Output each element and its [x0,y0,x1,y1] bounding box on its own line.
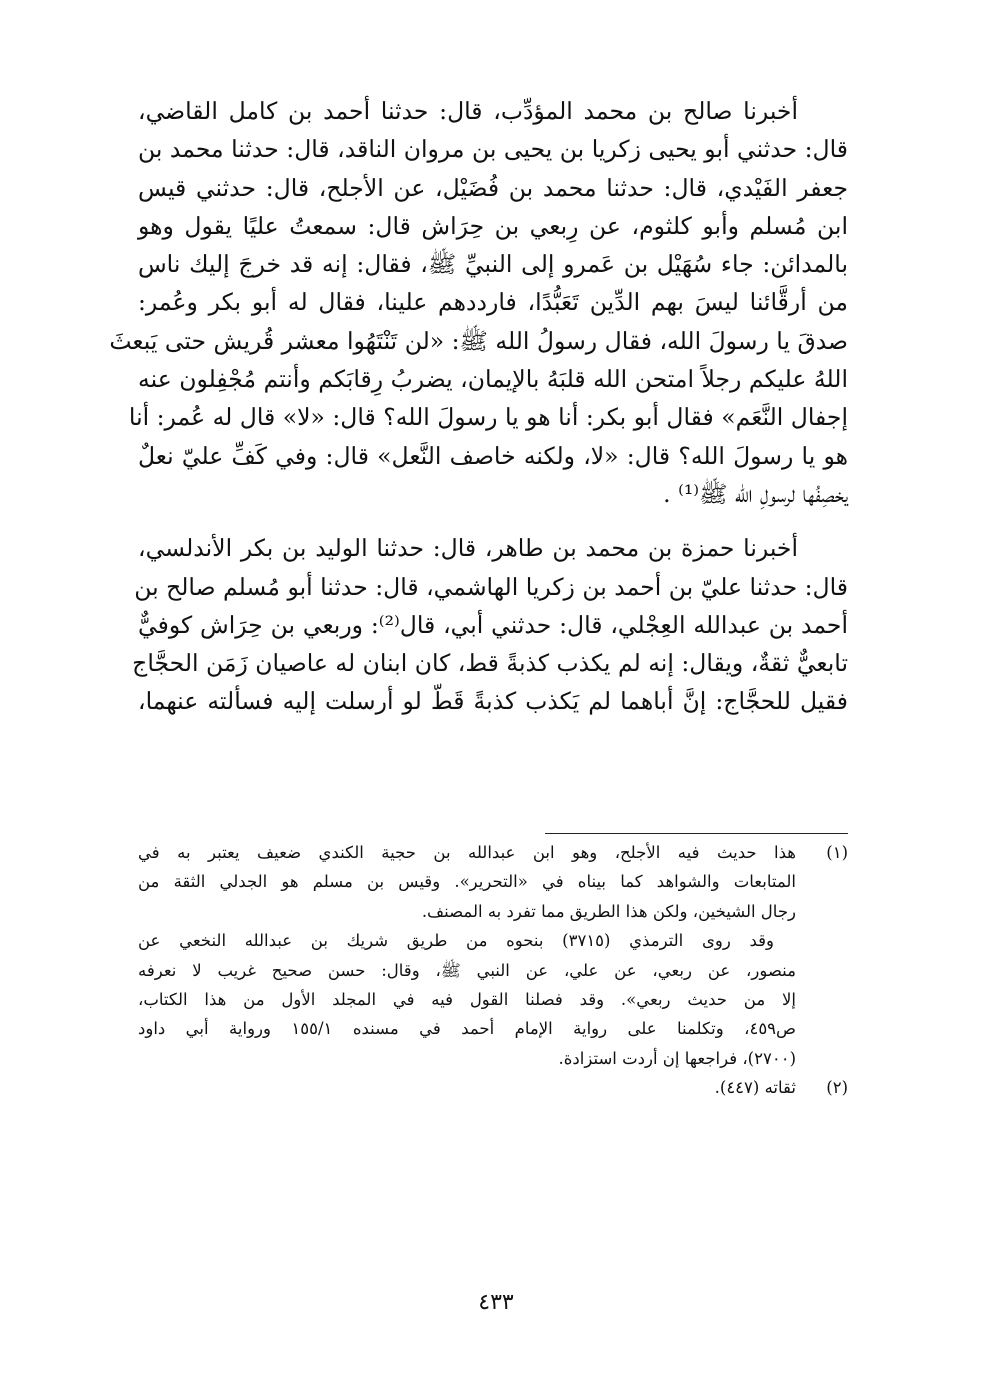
text-line: أحمد بن عبدالله العِجْلي، قال: حدثني أبي، قال⁽²⁾: وربعي بن حِرَاش كوفيٌّ [138,610,848,639]
footnote-separator [545,833,848,834]
footnote-line: رجال الشيخين، ولكن هذا الطريق مما تفرد به المصنف. [421,901,796,921]
footnote-line: المتابعات والشواهد كما بيناه في «التحرير». وقيس بن مسلم هو الجدلي الثقة من [138,872,796,892]
footnote-line: وقد روى الترمذي (٣٧١٥) بنحوه من طريق شريك بن عبدالله النخعي عن [138,931,774,951]
footnotes [138,838,848,1103]
text-line: من أرقَّائنا ليسَ بهم الدِّين تَعَبُّدًا، فارددهم علينا، فقال له أبو بكر وعُمر: [138,288,848,317]
footnote [138,1073,848,1102]
text-line: إجفال النَّعَم» فقال أبو بكر: أنا هو يا رسولَ الله؟ قال: «لا» قال له عُمر: أنا [128,403,848,432]
text-line: بالمدائن: جاء سُهَيْل بن عَمرو إلى النبيِّ ﷺ، فقال: إنه قد خرجَ إليك ناس [138,250,848,279]
text-line: قال: حدثنا عليّ بن أحمد بن زكريا الهاشمي، قال: حدثنا أبو مُسلم صالح بن [134,572,848,601]
footnote-line: هذا حديث فيه الأجلح، وهو ابن عبدالله بن حجية الكندي ضعيف يعتبر به في [138,843,796,862]
paragraph [109,92,848,513]
text-line: فقيل للحجَّاج: إنَّ أباهما لم يَكذب كذبةً قَطّ لو أرسلت إليه فسألته عنهما، [138,687,848,716]
text-line: جعفر الفَيْدي، قال: حدثنا محمد بن فُضَيْل، عن الأجلح، قال: حدثني قيس [138,173,848,202]
text-line: اللهُ عليكم رجلاً امتحن الله قلبَهُ بالإيمان، يضربُ رِقابَكم وأنتم مُجْفِلون عنه [138,365,848,394]
footnote-line: إلا من حديث ربعي». وقد فصلنا القول فيه في المجلد الأول من هذا الكتاب، [138,990,796,1010]
text-line: أخبرنا صالح بن محمد المؤدِّب، قال: حدثنا أحمد بن كامل القاضي، [138,97,798,125]
text-line: قال: حدثني أبو يحيى زكريا بن يحيى بن مروان الناقد، قال: حدثنا محمد بن [138,135,848,164]
paragraph-gap [138,513,848,529]
text-line: تابعيٌّ ثقةٌ، ويقال: إنه لم يكذب كذبةً قط، كان ابنان له عاصيان زَمَن الحجَّاج [132,649,848,678]
footnote-number: (٢) [826,1078,848,1098]
paragraph [132,529,848,720]
footnote-body [138,1073,796,1102]
footnote-body [138,838,796,1073]
footnote-number: (١) [826,843,848,862]
text-line: أخبرنا حمزة بن محمد بن طاهر، قال: حدثنا الوليد بن بكر الأندلسي، [138,534,798,563]
text-line: هو يا رسولَ الله؟ قال: «لا، ولكنه خاصف النَّعل» قال: وفي كَفِّ عليّ نعلٌ [138,441,848,470]
footnote-line: (٢٧٠٠)، فراجعها إن أردت استزادة. [558,1048,796,1068]
footnote-line: ثقاته (٤٤٧). [714,1078,796,1098]
main-text [109,92,848,721]
footnote-line: ص٤٥٩، وتكلمنا على رواية الإمام أحمد في مسنده ١٥٥/١ ورواية أبي داود [138,1019,796,1039]
text-line: صدقَ يا رسولَ الله، فقال رسولُ الله ﷺ: «لن تَنْتَهُوا معشر قُريش حتى يَبعثَ [109,326,848,355]
footnote-line: منصور، عن ربعي، عن علي، عن النبي ﷺ، وقال: حسن صحيح غريب لا نعرفه [138,960,796,980]
footnote [138,838,848,1073]
text-line: ابن مُسلم وأبو كلثوم، عن رِبعي بن حِرَاش قال: سمعتُ عليًا يقول وهو [138,211,848,240]
page-number: ٤٣٣ [478,1290,514,1315]
text-line: يخصِفُها لرسولِ الله ﷺ⁽¹⁾ . [663,479,848,508]
